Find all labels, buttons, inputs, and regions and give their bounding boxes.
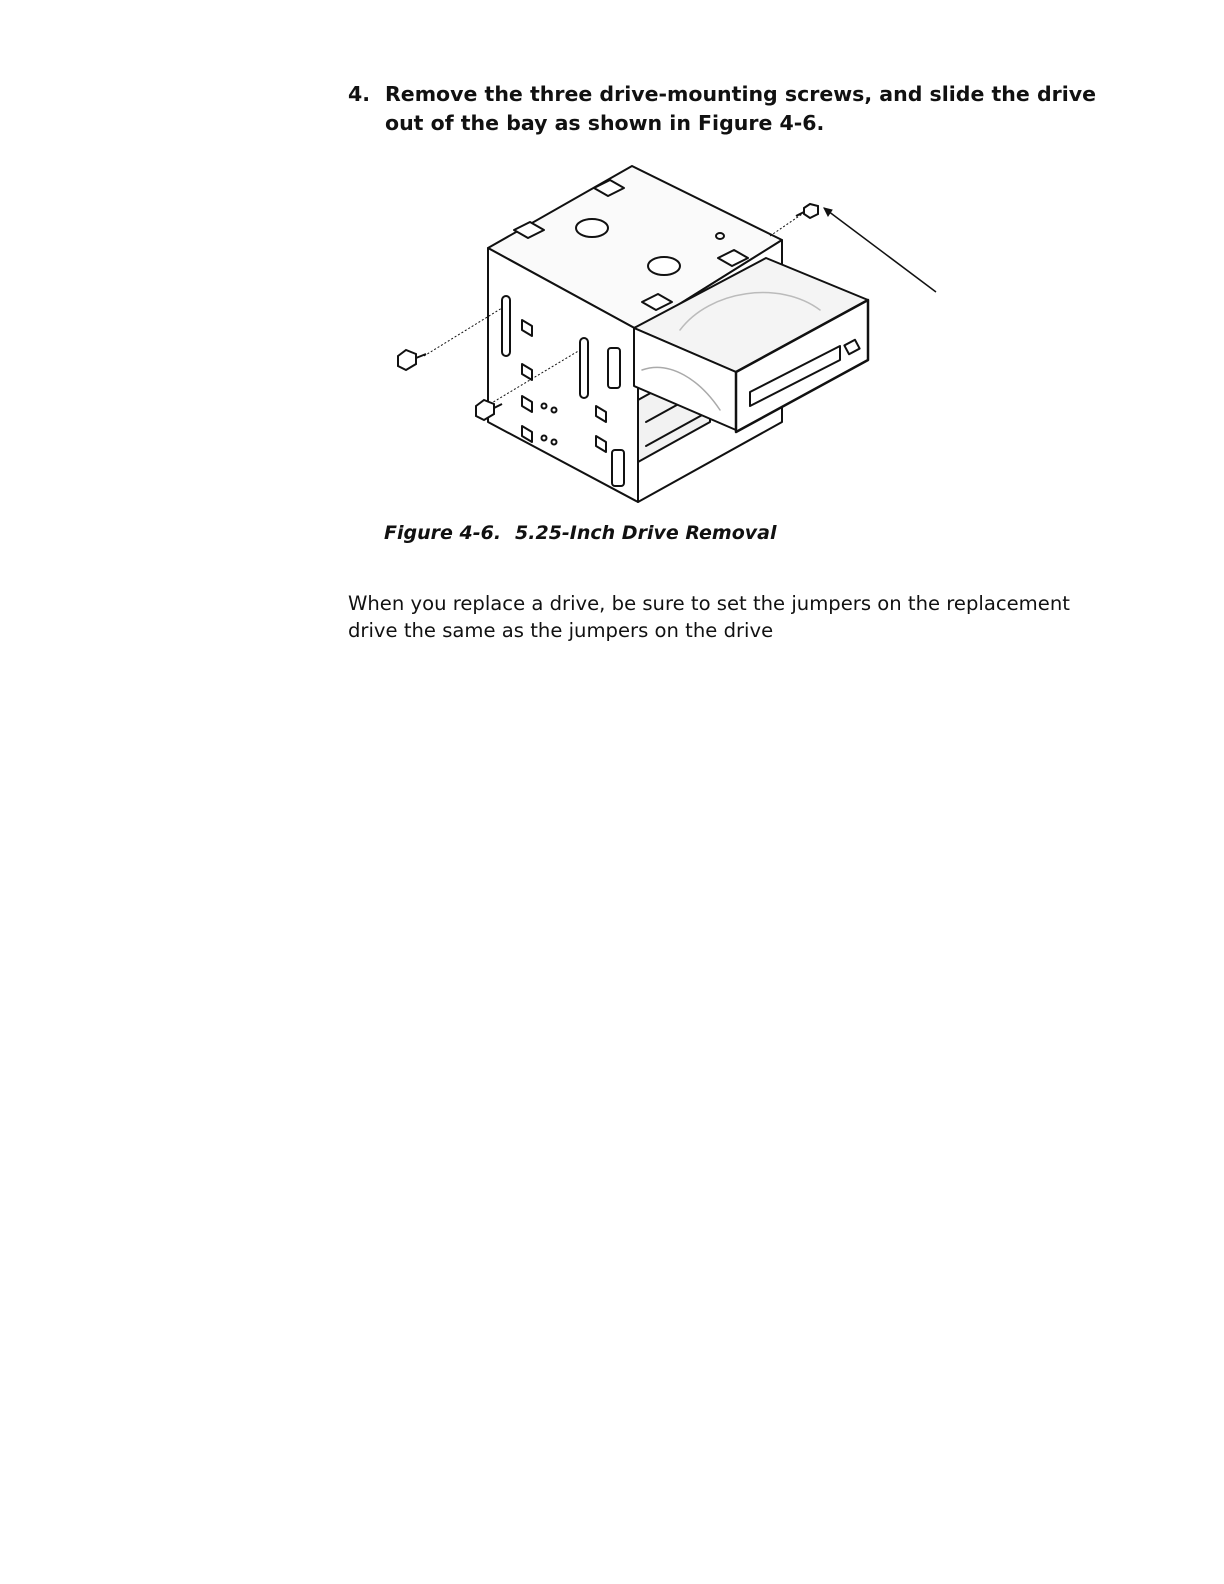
cage-top-hole — [648, 257, 680, 275]
step-number: 4. — [348, 82, 371, 106]
cage-top-hole — [576, 219, 608, 237]
side-bracket — [612, 450, 624, 486]
side-hole — [552, 408, 557, 413]
figure-caption — [384, 519, 777, 547]
side-slot — [502, 296, 510, 356]
side-hole — [542, 436, 547, 441]
screw-right — [796, 204, 818, 218]
screw-left-upper — [398, 350, 426, 370]
side-hole — [552, 440, 557, 445]
figure-title: 5.25-Inch Drive Removal — [515, 522, 777, 544]
side-hole — [542, 404, 547, 409]
cage-top-hole-small — [716, 233, 724, 239]
body-paragraph: When you replace a drive, be sure to set the jumpers on the replacement drive the same as the jumpers on the drive — [348, 592, 1070, 642]
side-bracket — [608, 348, 620, 388]
figure-label: Figure 4-6. — [384, 522, 502, 544]
step-instruction: Remove the three drive-mounting screws, and slide the drive out of the bay as shown in Figure 4-6. — [385, 82, 1097, 135]
drive-removal-illustration — [380, 160, 950, 510]
side-slot — [580, 338, 588, 398]
